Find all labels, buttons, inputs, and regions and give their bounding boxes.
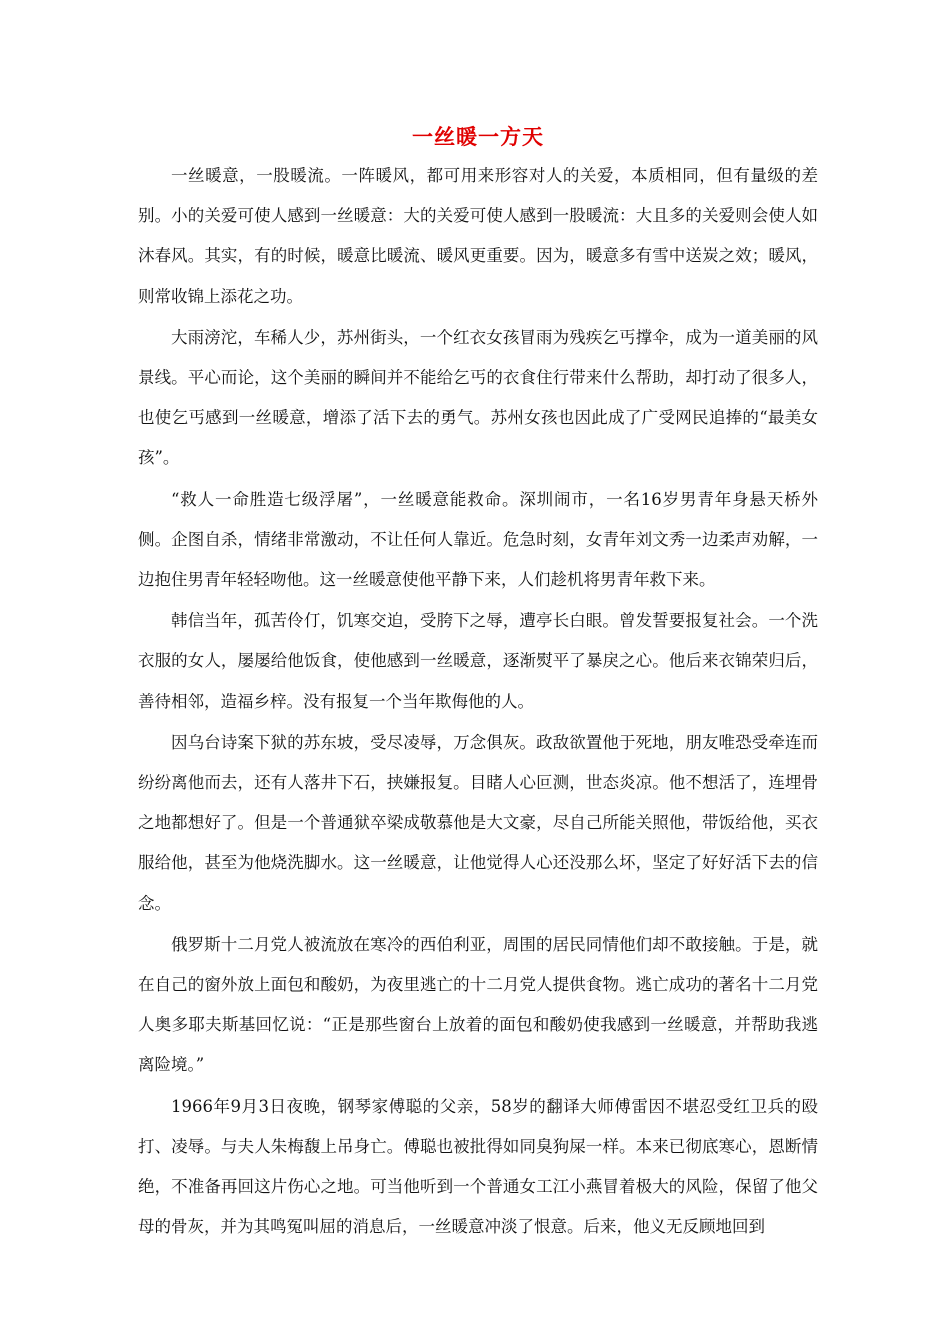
paragraph-4: 韩信当年，孤苦伶仃，饥寒交迫，受胯下之辱，遭亭长白眼。曾发誓要报复社会。一个洗衣服的女人，屡屡给他饭食，使他感到一丝暖意，逐渐熨平了暴戾之心。他后来衣锦荣归后，善待相邻，造福乡梓。没有报复一个当年欺侮他的人。 — [138, 611, 818, 711]
document-title: 一丝暖一方天 — [412, 124, 544, 149]
paragraph-5: 因乌台诗案下狱的苏东坡，受尽凌辱，万念俱灰。政敌欲置他于死地，朋友唯恐受牵连而纷纷离他而去，还有人落井下石，挟嫌报复。目睹人心叵测，世态炎凉。他不想活了，连埋骨之地都想好了。但是一个普通狱卒梁成敬慕他是大文豪，尽自己所能关照他，带饭给他，买衣服给他，甚至为他烧洗脚水。这一丝暖意，让他觉得人心还没那么坏，坚定了好好活下去的信念。 — [138, 732, 818, 913]
paragraph-6: 俄罗斯十二月党人被流放在寒冷的西伯利亚，周围的居民同情他们却不敢接触。于是，就在自己的窗外放上面包和酸奶，为夜里逃亡的十二月党人提供食物。逃亡成功的著名十二月党人奥多耶夫斯基回忆说：“正是那些窗台上放着的面包和酸奶使我感到一丝暖意，并帮助我逃离险境。” — [138, 934, 818, 1075]
paragraph-2: 大雨滂沱，车稀人少，苏州街头，一个红衣女孩冒雨为残疾乞丐撑伞，成为一道美丽的风景线。平心而论，这个美丽的瞬间并不能给乞丐的衣食住行带来什么帮助，却打动了很多人，也使乞丐感到一丝暖意，增添了活下去的勇气。苏州女孩也因此成了广受网民追捧的“最美女孩”。 — [138, 327, 818, 468]
document-body — [138, 118, 818, 1248]
paragraph-3: “救人一命胜造七级浮屠”，一丝暖意能救命。深圳闹市，一名16岁男青年身悬天桥外侧。企图自杀，情绪非常激动，不让任何人靠近。危急时刻，女青年刘文秀一边柔声劝解，一边抱住男青年轻轻吻他。这一丝暖意使他平静下来，人们趁机将男青年救下来。 — [138, 489, 818, 590]
paragraph-1: 一丝暖意，一股暖流。一阵暖风，都可用来形容对人的关爱，本质相同，但有量级的差别。小的关爱可使人感到一丝暖意：大的关爱可使人感到一股暖流：大且多的关爱则会使人如沐春风。其实，有的时候，暖意比暖流、暖风更重要。因为，暖意多有雪中送炭之效；暖风，则常收锦上添花之功。 — [138, 166, 818, 306]
paragraph-7: 1966年9月3日夜晚，钢琴家傅聪的父亲，58岁的翻译大师傅雷因不堪忍受红卫兵的殴打、凌辱。与夫人朱梅馥上吊身亡。傅聪也被批得如同臭狗屎一样。本来已彻底寒心，恩断情绝，不准备再回这片伤心之地。可当他听到一个普通女工江小燕冒着极大的风险，保留了他父母的骨灰，并为其鸣冤叫屈的消息后，一丝暖意冲淡了恨意。后来，他义无反顾地回到 — [138, 1096, 818, 1237]
